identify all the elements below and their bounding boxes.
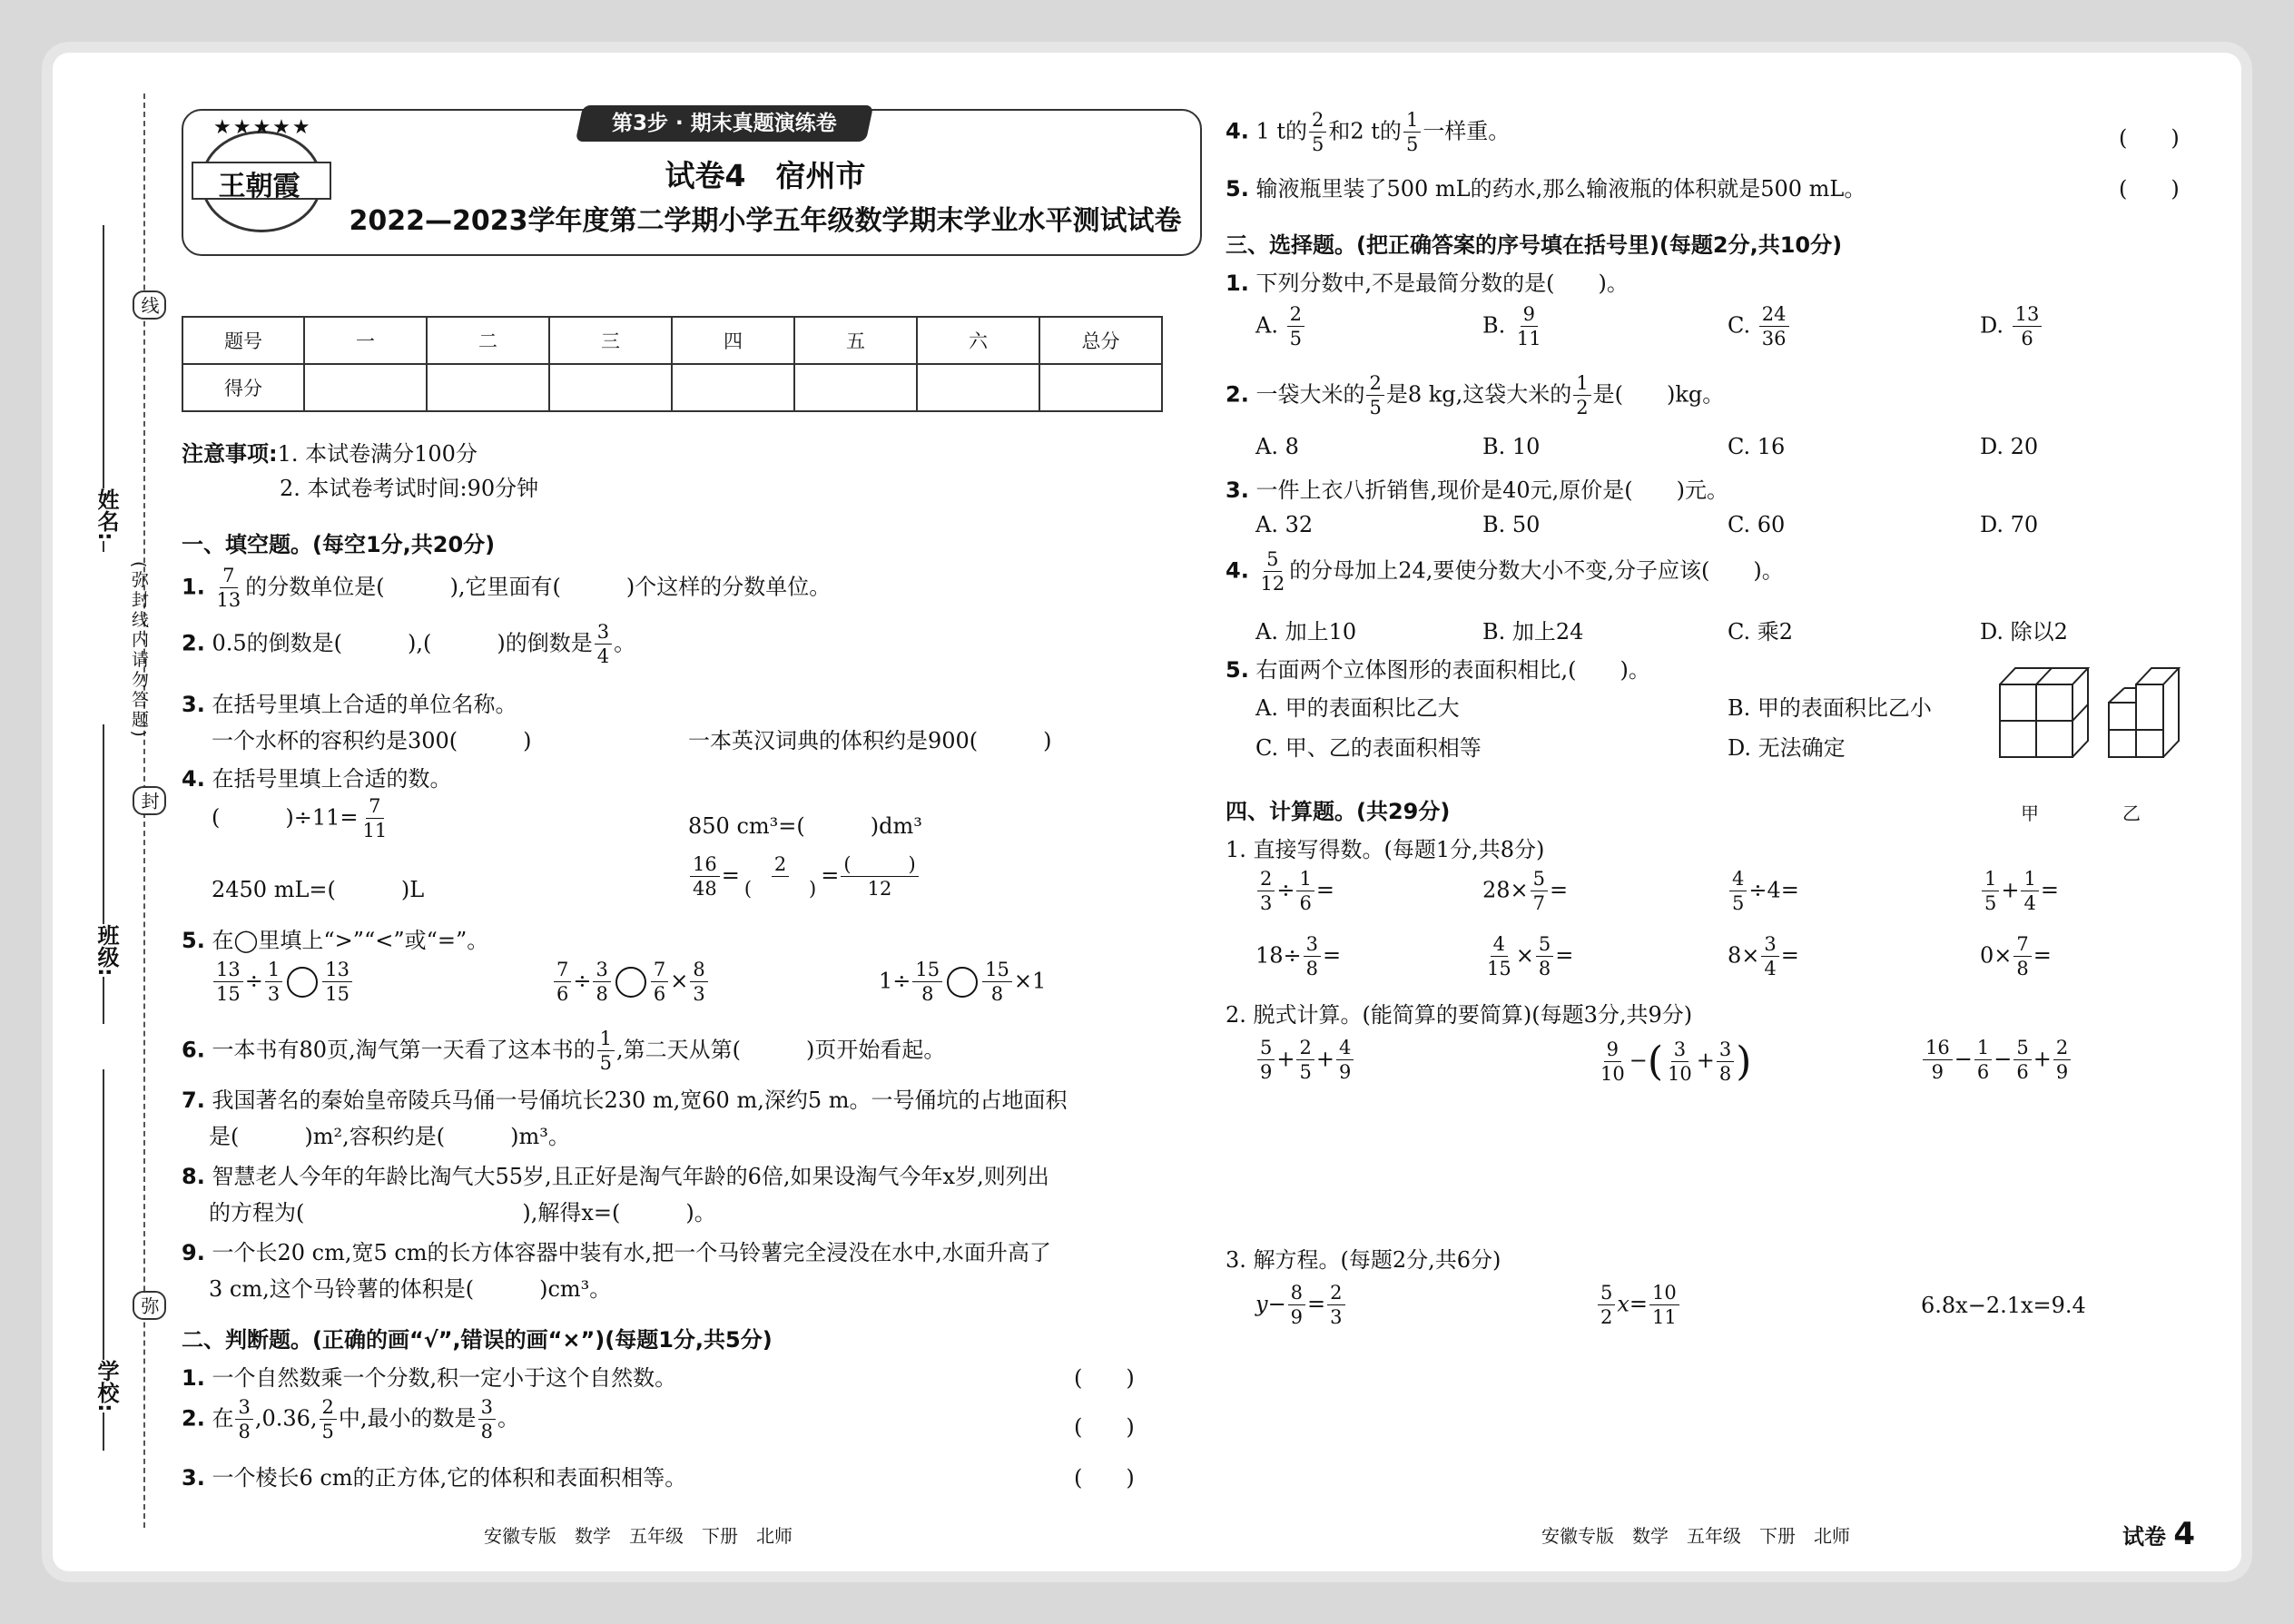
- q3-1-c: C. $\frac{24}{36}$: [1728, 305, 1791, 349]
- binding-mark-mi: 弥: [133, 1291, 166, 1320]
- q3-1-b: B. $\frac{9}{11}$: [1482, 303, 1541, 349]
- page-number: 4: [2173, 1516, 2196, 1552]
- notes: [182, 436, 478, 468]
- score-input-total[interactable]: [1039, 364, 1162, 411]
- q3-2-opt-a: A. 8: [1255, 434, 1299, 459]
- q2-5: 5. 输液瓶里装了500 mL的药水,那么输液瓶的体积就是500 mL。: [1226, 176, 1866, 202]
- cell-1: 一: [304, 317, 427, 364]
- score-value-row: [182, 364, 1162, 411]
- q3-5-opt-c: C. 甲、乙的表面积相等: [1255, 735, 1482, 761]
- q1-4-d: $\frac{16}{48}$ = 2 ( ) = ( ) 12: [688, 855, 921, 899]
- q1-8: 8. 智慧老人今年的年龄比淘气大55岁,且正好是淘气年龄的6倍,如果设淘气今年x岁,则列出: [182, 1164, 1049, 1189]
- note-2: 2. 本试卷考试时间:90分钟: [280, 476, 539, 501]
- calc-mixed-2: $\frac{9}{10}$ −( $\frac{3}{10}$ + $\frac{3}{8}$ ): [1600, 1038, 1752, 1085]
- logo-text: 王朝霞: [218, 171, 300, 202]
- q3-3-opt-a: A. 32: [1255, 512, 1314, 537]
- q1-4: 4. 在括号里填上合适的数。: [182, 766, 452, 792]
- calc-3: $\frac{4}{5}$ ÷4=: [1728, 870, 1799, 913]
- score-input-3[interactable]: [549, 364, 672, 411]
- q3-4-opt-d: D. 除以2: [1980, 619, 2068, 645]
- binding-warning: (弥封线内请勿答题): [129, 561, 149, 740]
- q3-1: 1. 下列分数中,不是最简分数的是( )。: [1226, 271, 1629, 296]
- q1-9: 9. 一个长20 cm,宽5 cm的长方体容器中装有水,把一个马铃薯完全浸没在水中,水面升高了: [182, 1240, 1051, 1265]
- cube-figures: [1995, 657, 2204, 793]
- binding-mark-feng: 封: [133, 786, 166, 815]
- q2-4: 4. 1 t的 $\frac{2}{5}$ 和2 t的 $\frac{1}{5}$ 一样重。: [1226, 109, 1511, 155]
- exam-sheet: [53, 53, 2241, 1571]
- q1-2: 2. 0.5的倒数是( ),( )的倒数是 $\frac{3}{4}$ 。: [182, 621, 636, 667]
- q3-1-d: D. $\frac{13}{6}$: [1980, 305, 2043, 349]
- section-1-title: 一、填空题。(每空1分,共20分): [182, 532, 496, 557]
- q3-3-opt-c: C. 60: [1728, 512, 1786, 537]
- q1-5-e3: 1÷ $\frac{15}{8}$ $\frac{15}{8}$ ×1: [879, 959, 1047, 1005]
- cube-yi: [2109, 668, 2179, 757]
- q3-1-a: A. $\frac{2}{5}$: [1255, 305, 1306, 349]
- star-icon: ★★★★★: [213, 116, 312, 139]
- calc-6: $\frac{4}{15}$ × $\frac{5}{8}$ =: [1487, 933, 1574, 979]
- binding-mark-xian: 线: [133, 290, 166, 320]
- label-jia: 甲: [2021, 802, 2039, 824]
- compare-circle[interactable]: [947, 967, 978, 998]
- q3-5: 5. 右面两个立体图形的表面积相比,( )。: [1226, 657, 1650, 683]
- q1-4-b: 850 cm³=( )dm³: [688, 813, 922, 839]
- section-2-title: 二、判断题。(正确的画“√”,错误的画“×”)(每题1分,共5分): [182, 1327, 773, 1353]
- q3-4-opt-c: C. 乘2: [1728, 619, 1794, 645]
- compare-circle[interactable]: [615, 967, 646, 998]
- section-4-title: 四、计算题。(共29分): [1226, 799, 1451, 824]
- s4-part2-title: 2. 脱式计算。(能简算的要简算)(每题3分,共9分): [1226, 1002, 1693, 1028]
- section-3-title: 三、选择题。(把正确答案的序号填在括号里)(每题2分,共10分): [1226, 232, 1843, 258]
- calc-mixed-3: $\frac{16}{9}$ − $\frac{1}{6}$ − $\frac{5}{6}$ + $\frac{2}{9}$: [1921, 1038, 2072, 1082]
- cell-3: 三: [549, 317, 672, 364]
- answer-paren[interactable]: ( ): [1074, 1414, 1135, 1440]
- q3-5-opt-b: B. 甲的表面积比乙小: [1728, 695, 1932, 721]
- class-line: [103, 724, 104, 1024]
- score-input-4[interactable]: [672, 364, 794, 411]
- cell-label: 题号: [182, 317, 304, 364]
- q1-8-cont: 的方程为( ),解得x=( )。: [209, 1200, 716, 1225]
- compare-circle[interactable]: [287, 967, 318, 998]
- q1-5-e2: $\frac{7}{6}$ ÷ $\frac{3}{8}$ $\frac{7}{6}$ × $\frac{8}{3}$: [552, 960, 710, 1004]
- cell-4: 四: [672, 317, 794, 364]
- score-input-5[interactable]: [794, 364, 917, 411]
- step-badge-text: 第3步 · 期末真题演练卷: [612, 112, 837, 135]
- q3-4: 4. $\frac{5}{12}$ 的分母加上24,要使分数大小不变,分子应该( )。: [1226, 548, 1784, 595]
- exam-title: 试卷4 宿州市: [665, 158, 866, 193]
- cube-jia: [2000, 668, 2088, 757]
- cell-5: 五: [794, 317, 917, 364]
- q3-2: 2. 一袋大米的 $\frac{2}{5}$ 是8 kg,这袋大米的 $\frac{1}{2}$ 是( )kg。: [1226, 372, 1725, 418]
- answer-paren[interactable]: ( ): [2119, 125, 2180, 151]
- q1-3-right: 一本英汉词典的体积约是900( ): [688, 728, 1052, 753]
- school-label: 学校:: [91, 1360, 123, 1412]
- answer-paren[interactable]: ( ): [1074, 1365, 1135, 1391]
- score-header-row: [182, 317, 1162, 364]
- score-input-1[interactable]: [304, 364, 427, 411]
- calc-mixed-1: $\frac{5}{9}$ + $\frac{2}{5}$ + $\frac{4}{9}$: [1255, 1038, 1355, 1082]
- calc-5: 18÷ $\frac{3}{8}$ =: [1255, 933, 1342, 979]
- s4-part1-title: 1. 直接写得数。(每题1分,共8分): [1226, 837, 1545, 862]
- score-table: [182, 316, 1163, 412]
- q3-3: 3. 一件上衣八折销售,现价是40元,原价是( )元。: [1226, 477, 1728, 503]
- equation-3: 6.8x−2.1x=9.4: [1921, 1293, 2086, 1318]
- cell-score-label: 得分: [182, 364, 304, 411]
- equation-2: $\frac{5}{2}$ x= $\frac{10}{11}$: [1596, 1284, 1681, 1327]
- footer-left: 安徽专版 数学 五年级 下册 北师: [484, 1525, 793, 1547]
- exam-subtitle: 2022—2023学年度第二学期小学五年级数学期末学业水平测试试卷: [349, 205, 1182, 237]
- q1-5-e1: $\frac{13}{15}$ ÷ $\frac{1}{3}$ $\frac{13}{15}$: [212, 960, 354, 1004]
- step-badge: [576, 105, 874, 142]
- q3-5-opt-d: D. 无法确定: [1728, 735, 1846, 761]
- q3-2-opt-b: B. 10: [1482, 434, 1541, 459]
- logo: [184, 114, 334, 249]
- q1-7-cont: 是( )m²,容积约是( )m³。: [209, 1124, 570, 1149]
- equation-1: y− $\frac{8}{9}$ = $\frac{2}{3}$: [1255, 1284, 1347, 1327]
- answer-paren[interactable]: ( ): [1074, 1465, 1135, 1491]
- q2-3: 3. 一个棱长6 cm的正方体,它的体积和表面积相等。: [182, 1465, 687, 1491]
- q3-4-opt-b: B. 加上24: [1482, 619, 1584, 645]
- cell-total: 总分: [1039, 317, 1162, 364]
- q3-5-opt-a: A. 甲的表面积比乙大: [1255, 695, 1460, 721]
- score-input-2[interactable]: [427, 364, 549, 411]
- cell-2: 二: [427, 317, 549, 364]
- q1-7: 7. 我国著名的秦始皇帝陵兵马俑一号俑坑长230 m,宽60 m,深约5 m。一号俑坑的占地面积: [182, 1088, 1068, 1113]
- footer-right: 安徽专版 数学 五年级 下册 北师: [1541, 1525, 1850, 1547]
- q1-4-c: 2450 mL=( )L: [212, 877, 425, 902]
- calc-8: 0× $\frac{7}{8}$ =: [1980, 933, 2052, 979]
- q3-4-opt-a: A. 加上10: [1255, 619, 1357, 645]
- q3-2-opt-d: D. 20: [1980, 434, 2039, 459]
- page-label: [2122, 1516, 2195, 1552]
- calc-7: 8× $\frac{3}{4}$ =: [1728, 933, 1799, 979]
- q2-2: 2. 在 $\frac{3}{8}$ ,0.36, $\frac{2}{5}$ 中,最小的数是 $\frac{3}{8}$ 。: [182, 1396, 519, 1442]
- q1-6: 6. 一本书有80页,淘气第一天看了这本书的 $\frac{1}{5}$ ,第二天从第( )页开始看起。: [182, 1028, 946, 1074]
- q1-5: 5. 在◯里填上“>”“<”或“=”。: [182, 928, 489, 953]
- class-label: 班级:: [91, 924, 123, 977]
- q1-9-cont: 3 cm,这个马铃薯的体积是( )cm³。: [209, 1276, 612, 1302]
- q2-1: 1. 一个自然数乘一个分数,积一定小于这个自然数。: [182, 1365, 677, 1391]
- score-input-6[interactable]: [917, 364, 1039, 411]
- q1-3: 3. 在括号里填上合适的单位名称。: [182, 692, 517, 717]
- q1-4-a: ( )÷11= $\frac{7}{11}$: [212, 795, 388, 842]
- note-1: 1. 本试卷满分100分: [277, 441, 478, 467]
- s4-part3-title: 3. 解方程。(每题2分,共6分): [1226, 1247, 1501, 1273]
- calc-1: $\frac{2}{3}$ ÷ $\frac{1}{6}$ =: [1255, 870, 1334, 913]
- q3-2-opt-c: C. 16: [1728, 434, 1786, 459]
- cell-6: 六: [917, 317, 1039, 364]
- q3-3-opt-b: B. 50: [1482, 512, 1541, 537]
- label-yi: 乙: [2122, 802, 2141, 824]
- calc-2: 28× $\frac{5}{7}$ =: [1482, 868, 1569, 914]
- page-label-text: 试卷: [2122, 1524, 2166, 1550]
- answer-paren[interactable]: ( ): [2119, 176, 2180, 202]
- q1-1: 1. $\frac{7}{13}$ 的分数单位是( ),它里面有( )个这样的分数单位。: [182, 565, 832, 611]
- q3-3-opt-d: D. 70: [1980, 512, 2039, 537]
- notes-label: 注意事项:: [182, 441, 278, 467]
- calc-4: $\frac{1}{5}$ + $\frac{1}{4}$ =: [1980, 870, 2059, 913]
- name-label: 姓名:: [91, 488, 123, 541]
- q1-3-left: 一个水杯的容积约是300( ): [212, 728, 532, 753]
